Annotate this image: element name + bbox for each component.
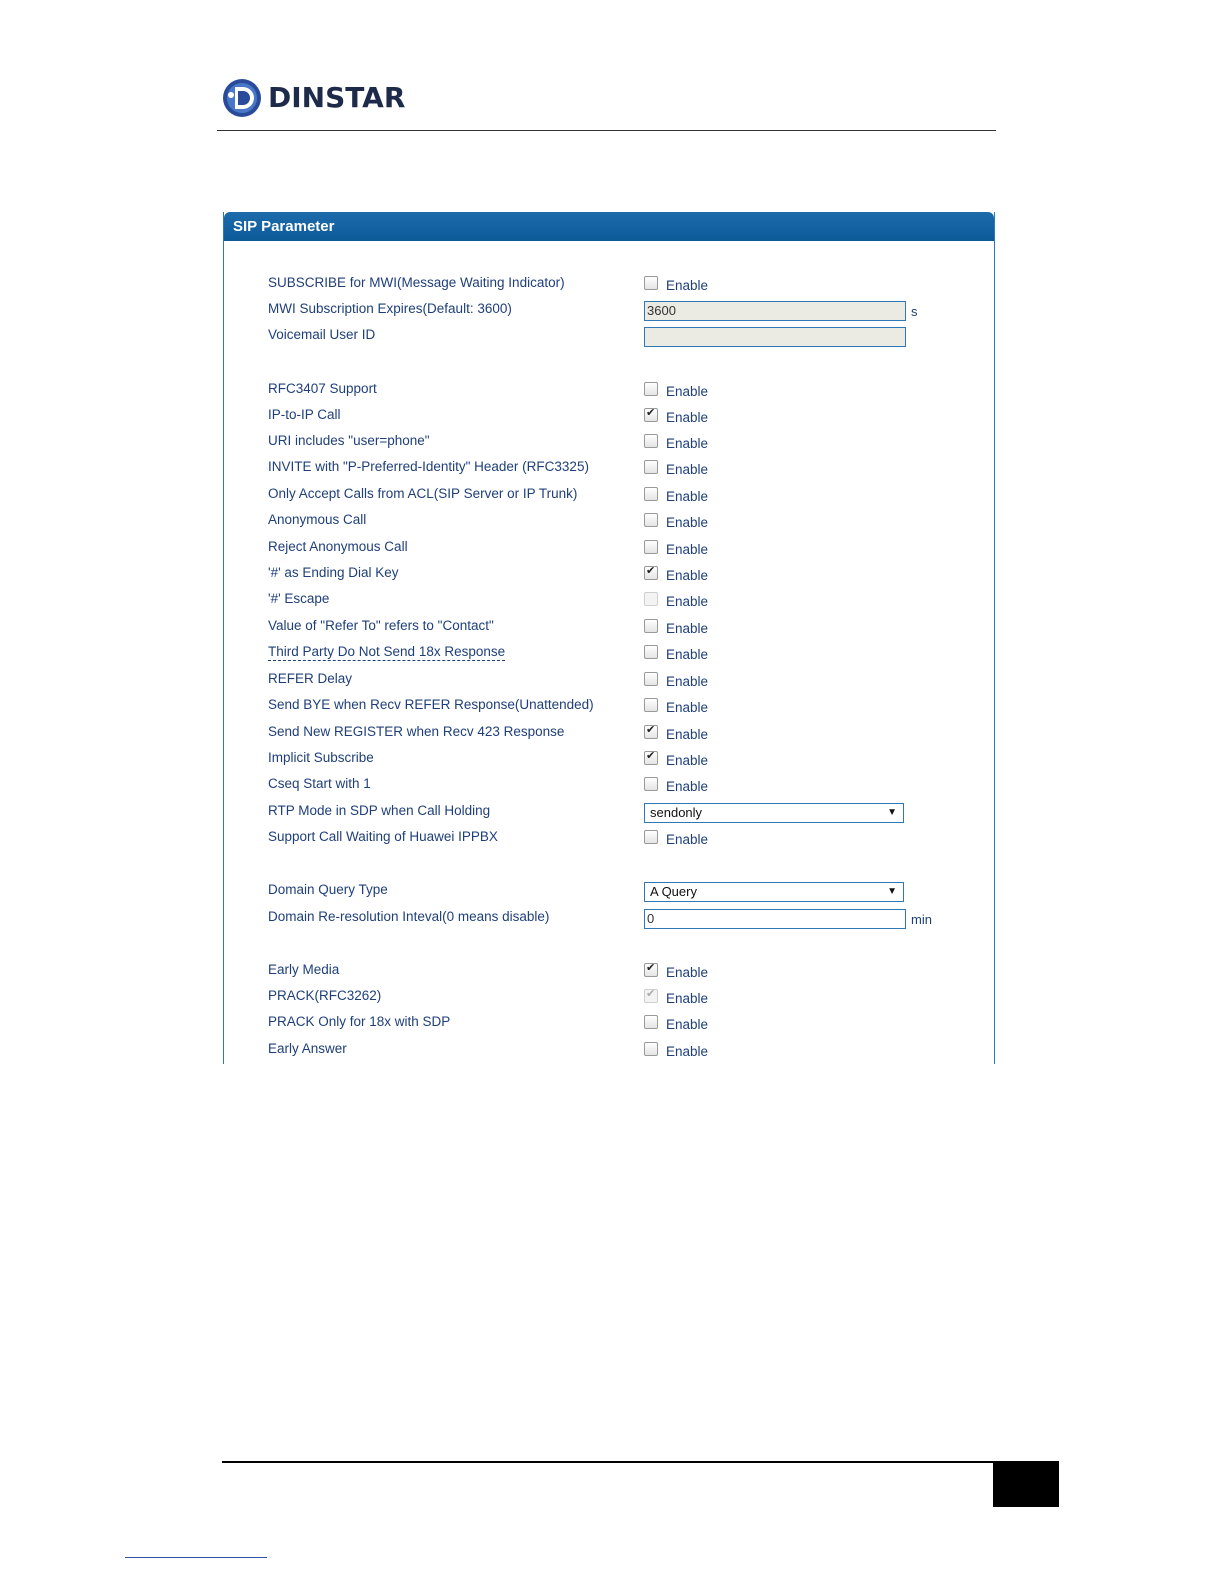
row-send-register: [224, 720, 994, 746]
enable-label: Enable: [666, 1043, 709, 1059]
voicemail-input[interactable]: [644, 327, 906, 347]
row-ip-to-ip: [224, 403, 994, 429]
page-number-box: [993, 1461, 1059, 1507]
row-third-party: [224, 640, 994, 666]
row-mwi-expires: [224, 297, 994, 323]
header-divider: [217, 130, 996, 131]
enable-label: Enable: [666, 964, 709, 980]
cseq-checkbox[interactable]: [644, 777, 658, 791]
rtp-mode-select[interactable]: [644, 803, 904, 823]
enable-label: Enable: [666, 383, 709, 399]
refer-to-checkbox[interactable]: [644, 619, 658, 633]
send-bye-label: Send BYE when Recv REFER Response(Unattended): [268, 697, 594, 712]
panel-title: SIP Parameter: [224, 212, 994, 241]
early-media-checkbox[interactable]: [644, 963, 658, 977]
row-voicemail: [224, 323, 994, 349]
row-invite-ppi: [224, 455, 994, 481]
rtp-mode-value: sendonly: [650, 805, 703, 820]
mwi-expires-unit: s: [911, 303, 918, 319]
row-uri-phone: [224, 429, 994, 455]
row-early-media: [224, 958, 994, 984]
mwi-expires-label: MWI Subscription Expires(Default: 3600): [268, 301, 512, 316]
row-send-bye: [224, 693, 994, 719]
sip-parameter-panel: [223, 212, 995, 1064]
voicemail-label: Voicemail User ID: [268, 327, 376, 342]
enable-label: Enable: [666, 699, 709, 715]
enable-label: Enable: [666, 646, 709, 662]
enable-label: Enable: [666, 567, 709, 583]
anonymous-label: Anonymous Call: [268, 512, 367, 527]
domain-query-label: Domain Query Type: [268, 882, 388, 897]
send-bye-checkbox[interactable]: [644, 698, 658, 712]
hash-end-checkbox[interactable]: [644, 566, 658, 580]
enable-label: Enable: [666, 409, 709, 425]
send-register-label: Send New REGISTER when Recv 423 Response: [268, 724, 565, 739]
row-early-answer: [224, 1037, 994, 1063]
enable-label: Enable: [666, 752, 709, 768]
prack-18x-checkbox[interactable]: [644, 1015, 658, 1029]
implicit-sub-checkbox[interactable]: [644, 751, 658, 765]
row-accept-acl: [224, 482, 994, 508]
row-mwi: [224, 271, 994, 297]
implicit-sub-label: Implicit Subscribe: [268, 750, 374, 765]
uri-phone-checkbox[interactable]: [644, 434, 658, 448]
row-refer-to: [224, 614, 994, 640]
accept-acl-label: Only Accept Calls from ACL(SIP Server or IP Trunk): [268, 486, 578, 501]
dropdown-arrow-icon: ▼: [887, 886, 897, 897]
hash-escape-label: '#' Escape: [268, 591, 330, 606]
huawei-checkbox[interactable]: [644, 830, 658, 844]
hash-end-label: '#' as Ending Dial Key: [268, 565, 399, 580]
domain-reres-input[interactable]: 0: [644, 909, 906, 929]
row-hash-end: [224, 561, 994, 587]
prack-checkbox[interactable]: [644, 989, 658, 1003]
row-reject-anon: [224, 535, 994, 561]
invite-ppi-checkbox[interactable]: [644, 460, 658, 474]
cseq-label: Cseq Start with 1: [268, 776, 371, 791]
ip-to-ip-checkbox[interactable]: [644, 408, 658, 422]
rtp-mode-label: RTP Mode in SDP when Call Holding: [268, 803, 491, 818]
ip-to-ip-label: IP-to-IP Call: [268, 407, 341, 422]
refer-delay-checkbox[interactable]: [644, 672, 658, 686]
third-party-checkbox[interactable]: [644, 645, 658, 659]
domain-query-value: A Query: [650, 884, 697, 899]
enable-label: Enable: [666, 831, 709, 847]
third-party-label: Third Party Do Not Send 18x Response: [268, 644, 506, 659]
hash-escape-checkbox[interactable]: [644, 592, 658, 606]
prack-18x-label: PRACK Only for 18x with SDP: [268, 1014, 451, 1029]
enable-label: Enable: [666, 1016, 709, 1032]
enable-label: Enable: [666, 488, 709, 504]
enable-label: Enable: [666, 593, 709, 609]
enable-label: Enable: [666, 435, 709, 451]
domain-reres-label: Domain Re-resolution Inteval(0 means disable): [268, 909, 550, 924]
row-prack: [224, 984, 994, 1010]
row-anonymous: [224, 508, 994, 534]
row-hash-escape: [224, 587, 994, 613]
early-answer-checkbox[interactable]: [644, 1042, 658, 1056]
enable-label: Enable: [666, 620, 709, 636]
row-domain-reres: [224, 905, 994, 931]
row-domain-query: [224, 878, 994, 904]
enable-label: Enable: [666, 461, 709, 477]
row-rtp-mode: [224, 799, 994, 825]
invite-ppi-label: INVITE with "P-Preferred-Identity" Header (RFC3325): [268, 459, 589, 474]
row-prack-18x: [224, 1010, 994, 1036]
enable-label: Enable: [666, 277, 709, 293]
row-rfc3407: [224, 377, 994, 403]
row-huawei: [224, 825, 994, 851]
anonymous-checkbox[interactable]: [644, 513, 658, 527]
brand-logo: [222, 78, 405, 118]
domain-reres-unit: min: [911, 911, 932, 927]
refer-delay-label: REFER Delay: [268, 671, 353, 686]
huawei-label: Support Call Waiting of Huawei IPPBX: [268, 829, 498, 844]
early-media-label: Early Media: [268, 962, 340, 977]
row-refer-delay: [224, 667, 994, 693]
enable-label: Enable: [666, 514, 709, 530]
dropdown-arrow-icon: ▼: [887, 807, 897, 818]
enable-label: Enable: [666, 673, 709, 689]
early-answer-label: Early Answer: [268, 1041, 347, 1056]
enable-label: Enable: [666, 726, 709, 742]
footer-link-underline: [125, 1557, 267, 1558]
brand-name: DINSTAR: [268, 81, 406, 114]
reject-anon-checkbox[interactable]: [644, 540, 658, 554]
row-cseq: [224, 772, 994, 798]
enable-label: Enable: [666, 541, 709, 557]
rfc3407-checkbox[interactable]: [644, 382, 658, 396]
enable-label: Enable: [666, 778, 709, 794]
mwi-checkbox[interactable]: [644, 276, 658, 290]
row-implicit-sub: [224, 746, 994, 772]
uri-phone-label: URI includes "user=phone": [268, 433, 430, 448]
enable-label: Enable: [666, 990, 709, 1006]
send-register-checkbox[interactable]: [644, 725, 658, 739]
reject-anon-label: Reject Anonymous Call: [268, 539, 408, 554]
mwi-label: SUBSCRIBE for MWI(Message Waiting Indicator): [268, 275, 565, 290]
rfc3407-label: RFC3407 Support: [268, 381, 377, 396]
refer-to-label: Value of "Refer To" refers to "Contact": [268, 618, 494, 633]
accept-acl-checkbox[interactable]: [644, 487, 658, 501]
footer-divider: [222, 1461, 1058, 1463]
prack-label: PRACK(RFC3262): [268, 988, 382, 1003]
mwi-expires-input[interactable]: 3600: [644, 301, 906, 321]
domain-query-select[interactable]: [644, 882, 904, 902]
dinstar-logo-icon: [222, 78, 262, 118]
